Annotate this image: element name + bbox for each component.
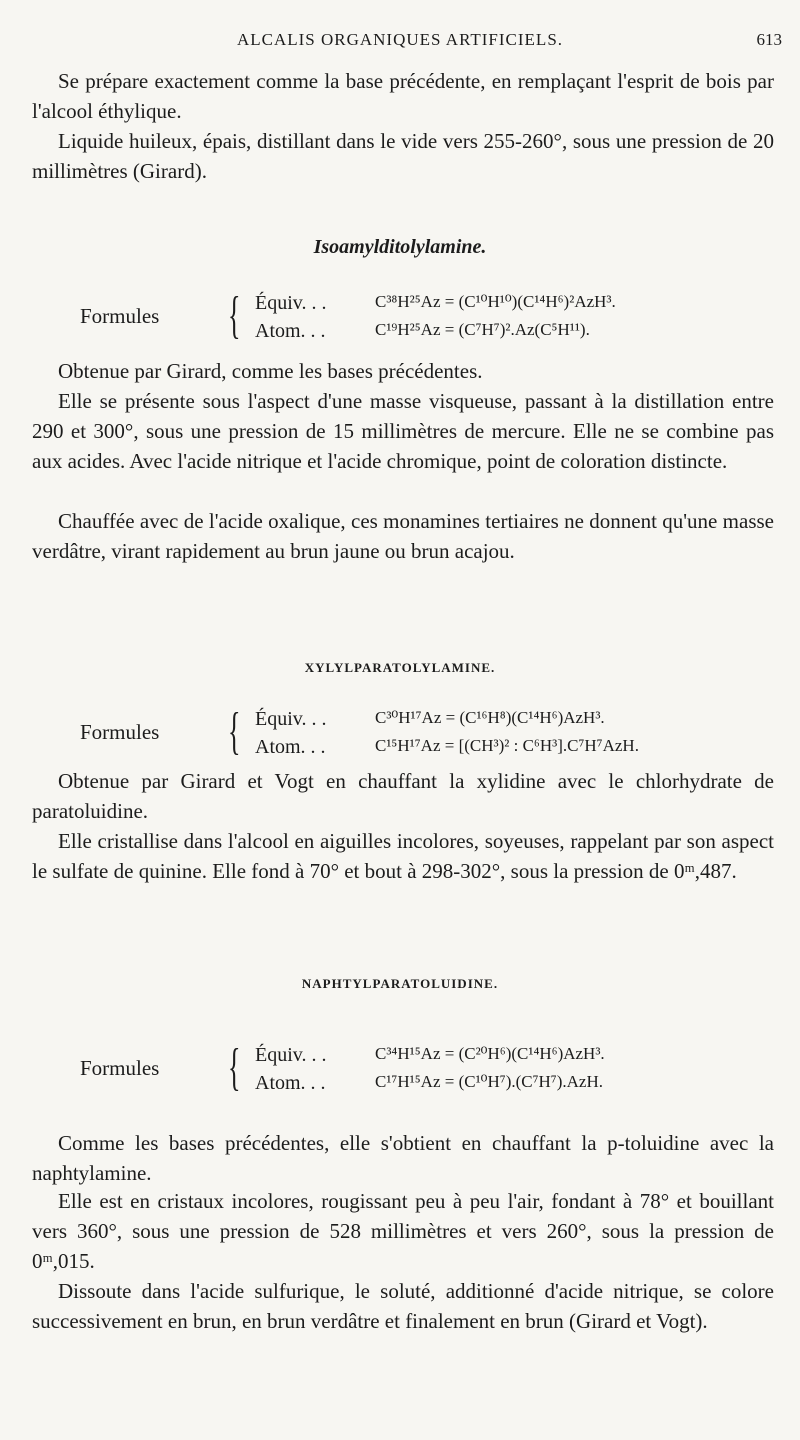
equiv-label: Équiv. . . [255, 708, 327, 730]
equiv-label: Équiv. . . [255, 1044, 327, 1066]
formula-block [80, 1039, 780, 1102]
paragraph: Elle cristallise dans l'alcool en aiguilles incolores, soyeuses, rappelant par son aspect le sulfate de quinine. Elle fond à 70° et bout à 298-302°, sous la pression de 0ᵐ,487. [32, 829, 774, 883]
equiv-label: Équiv. . . [255, 292, 327, 314]
formula-block [80, 287, 780, 350]
atom-label: Atom. . . [255, 320, 326, 342]
page-number: 613 [756, 30, 782, 49]
paragraph: Obtenue par Girard, comme les bases précédentes. [58, 359, 483, 383]
paragraph: Dissoute dans l'acide sulfurique, le soluté, additionné d'acide nitrique, se colore successivement en brun, en brun verdâtre et finalement en brun (Girard et Vogt). [32, 1279, 774, 1333]
brace-glyph: { [228, 703, 241, 760]
formulas-label: Formules [80, 1056, 160, 1080]
formula-block [80, 703, 780, 766]
atom-formula: C¹⁵H¹⁷Az = [(CH³)² : C⁶H³].C⁷H⁷AzH. [375, 736, 639, 755]
paragraph: Elle se présente sous l'aspect d'une masse visqueuse, passant à la distillation entre 290 et 300°, sous une pression de 15 millimètres de mercure. Elle ne se combine pas aux acides. Avec l'acide nitrique et l'acide chromique, point de coloration distincte. [32, 389, 774, 473]
section-title: XYLYLPARATOLYLAMINE. [304, 660, 496, 675]
atom-formula: C¹⁹H²⁵Az = (C⁷H⁷)².Az(C⁵H¹¹). [375, 320, 590, 339]
section-title: Isoamylditolylamine. [313, 236, 487, 258]
formulas-label: Formules [80, 720, 160, 744]
paragraph: Se prépare exactement comme la base précédente, en remplaçant l'esprit de bois par l'alcool éthylique. [32, 69, 774, 123]
running-header [0, 30, 800, 54]
section-title: NAPHTYLPARATOLUIDINE. [301, 976, 499, 991]
brace-glyph: { [228, 287, 241, 344]
equiv-formula: C³⁰H¹⁷Az = (C¹⁶H⁸)(C¹⁴H⁶)AzH³. [375, 708, 605, 727]
paragraph: Elle est en cristaux incolores, rougissant peu à peu l'air, fondant à 78° et bouillant vers 360°, sous une pression de 528 millimètres et vers 260°, sous la pression de 0ᵐ,015. [32, 1189, 774, 1273]
atom-formula: C¹⁷H¹⁵Az = (C¹⁰H⁷).(C⁷H⁷).AzH. [375, 1072, 603, 1091]
brace-glyph: { [228, 1039, 241, 1096]
paragraph: Comme les bases précédentes, elle s'obtient en chauffant la p-toluidine avec la naphtylamine. [32, 1131, 774, 1185]
paragraph: Chauffée avec de l'acide oxalique, ces monamines tertiaires ne donnent qu'une masse verdâtre, virant rapidement au brun jaune ou brun acajou. [32, 509, 774, 563]
atom-label: Atom. . . [255, 1072, 326, 1094]
running-title: ALCALIS ORGANIQUES ARTIFICIELS. [236, 30, 564, 49]
equiv-formula: C³⁴H¹⁵Az = (C²⁰H⁶)(C¹⁴H⁶)AzH³. [375, 1044, 605, 1063]
equiv-formula: C³⁸H²⁵Az = (C¹⁰H¹⁰)(C¹⁴H⁶)²AzH³. [375, 292, 616, 311]
paragraph: Liquide huileux, épais, distillant dans le vide vers 255-260°, sous une pression de 20 millimètres (Girard). [32, 129, 774, 183]
paragraph: Obtenue par Girard et Vogt en chauffant la xylidine avec le chlorhydrate de paratoluidine. [32, 769, 774, 823]
atom-label: Atom. . . [255, 736, 326, 758]
formulas-label: Formules [80, 304, 160, 328]
